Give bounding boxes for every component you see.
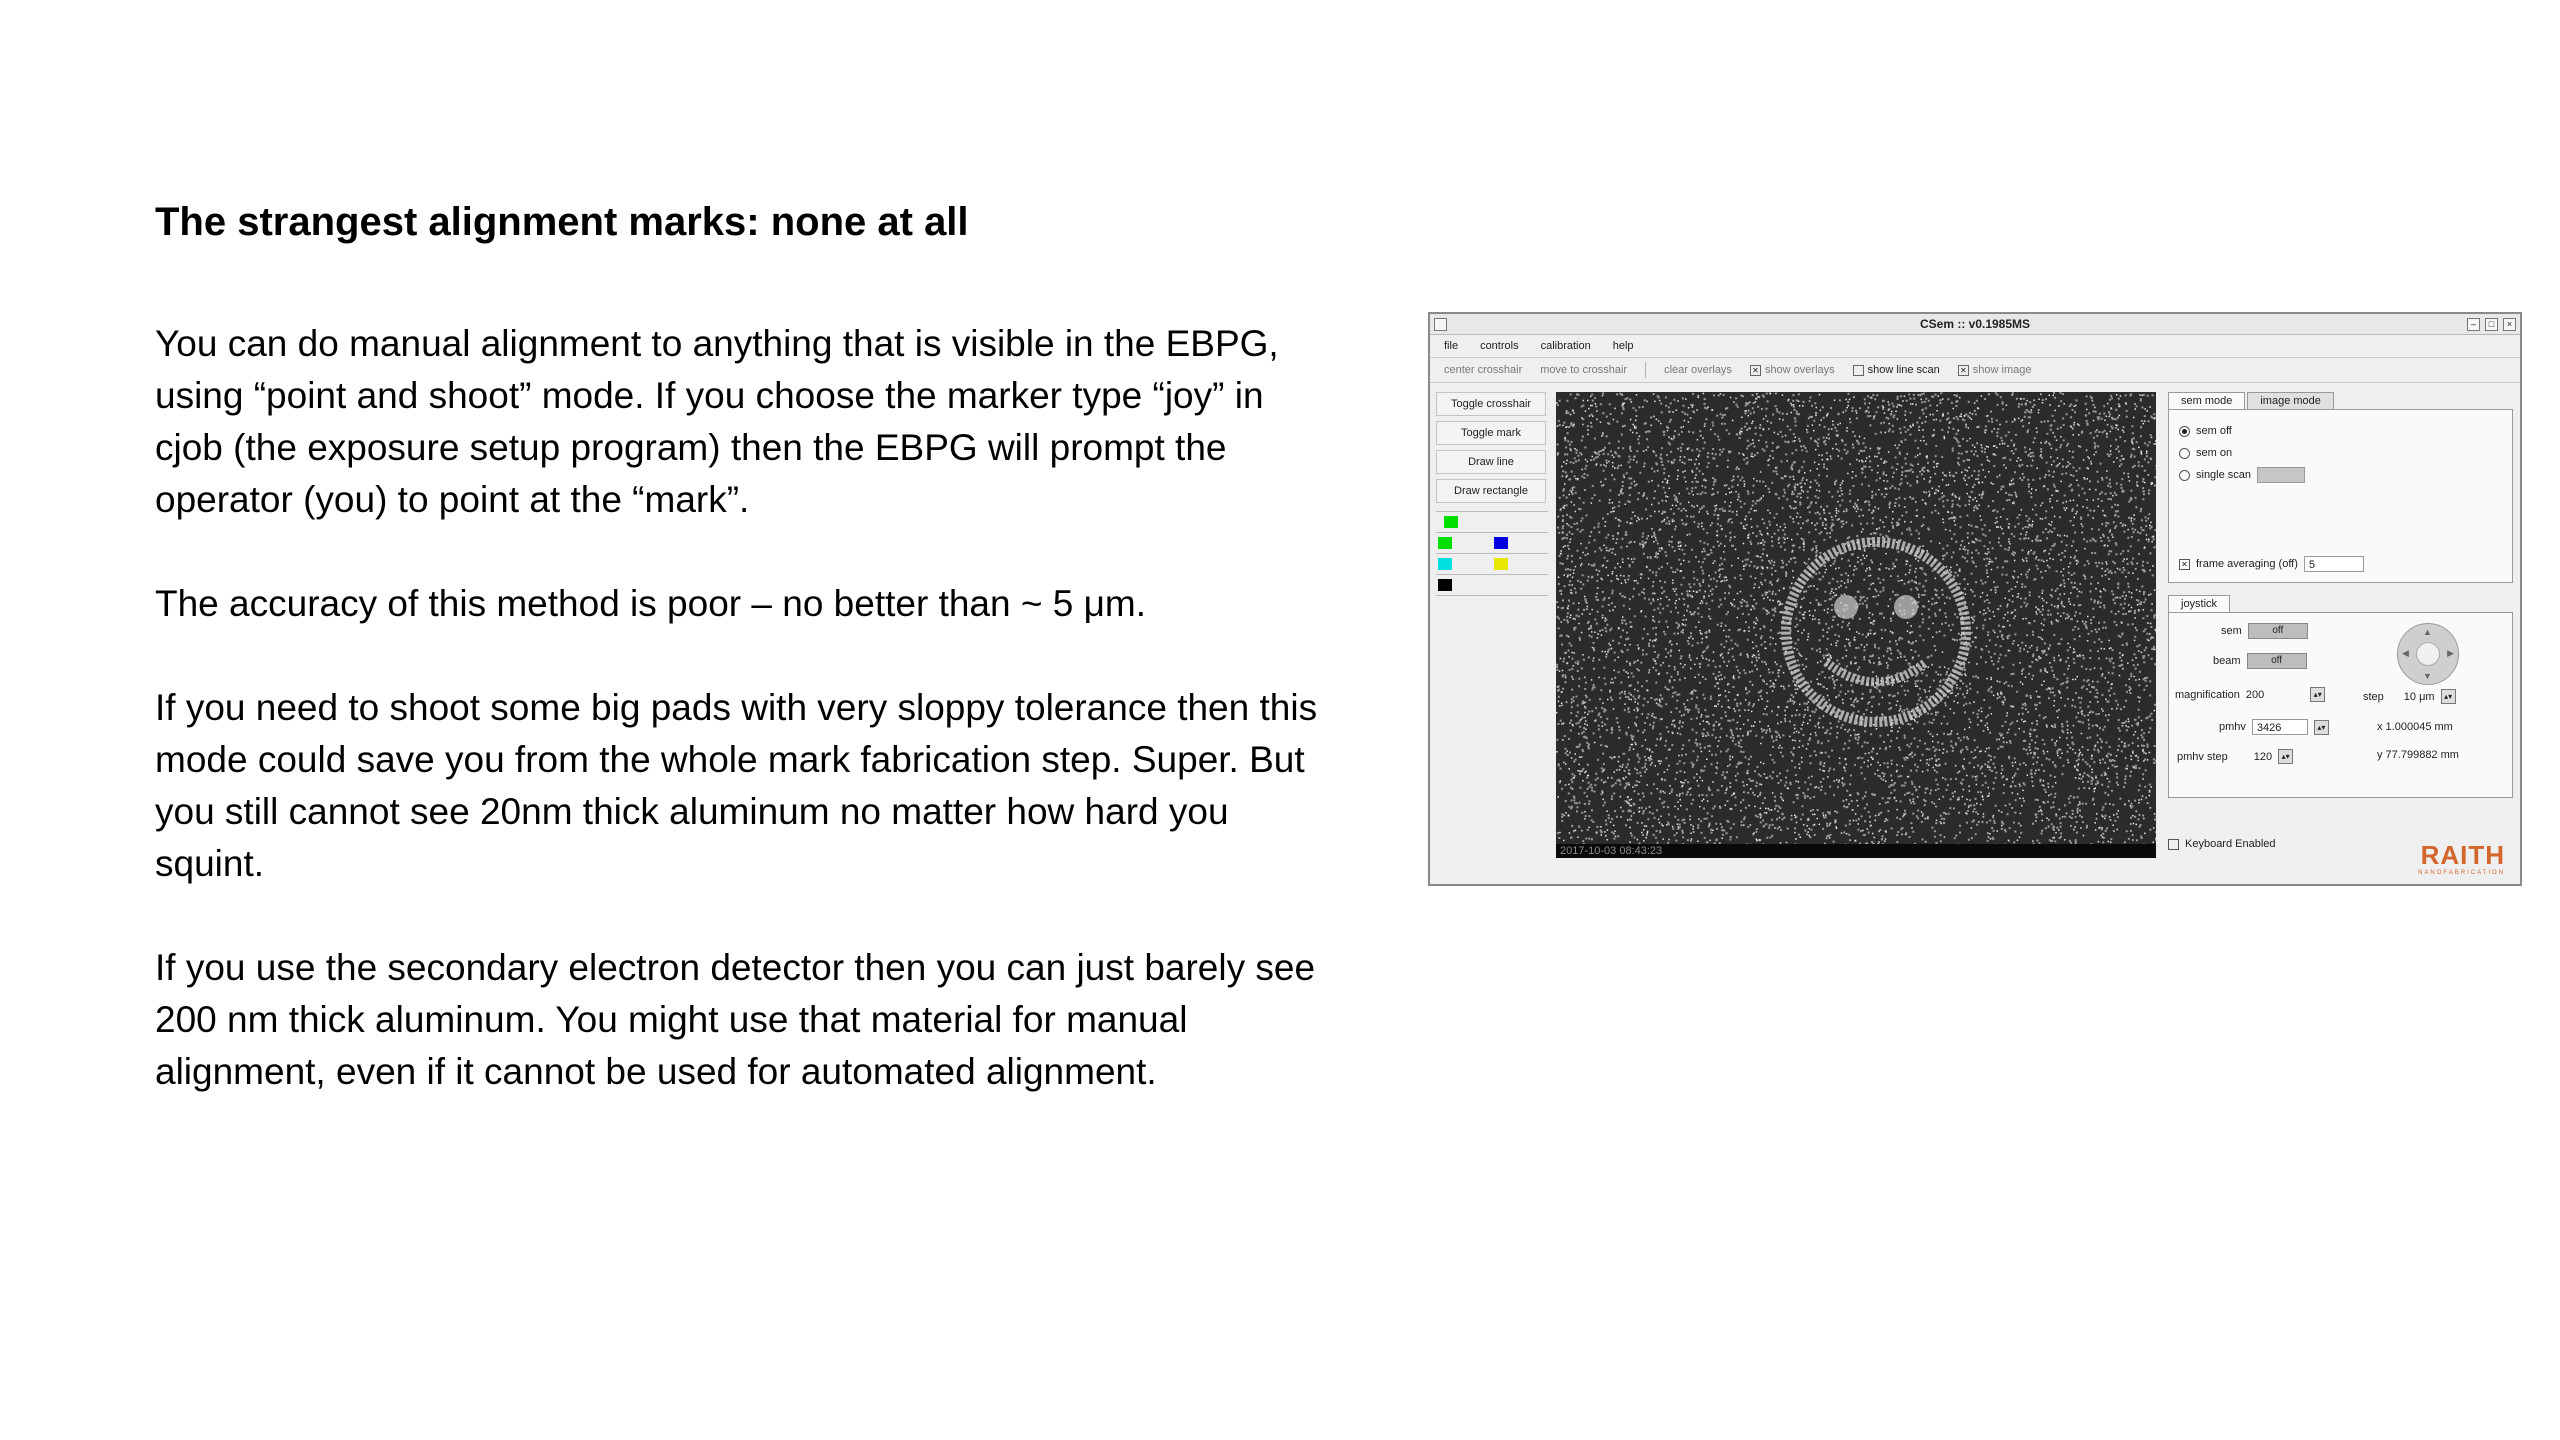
menu-calibration[interactable]: calibration	[1540, 340, 1591, 352]
pmhv-step-value[interactable]: 120	[2253, 750, 2273, 763]
radio-sem-on-label: sem on	[2196, 447, 2233, 459]
clear-overlays-button[interactable]: clear overlays	[1664, 364, 1732, 376]
pmhv-label: pmhv	[2219, 721, 2246, 733]
step-spinner-icon[interactable]: ▴▾	[2441, 689, 2456, 704]
y-readout: y 77.799882 mm	[2377, 749, 2459, 761]
smiley-right-eye	[1894, 595, 1918, 619]
arrow-up-icon: ▲	[2423, 627, 2432, 637]
menubar	[1430, 335, 2520, 358]
radio-sem-off[interactable]	[2179, 420, 2502, 442]
checkbox-checked-icon: ✕	[1958, 365, 1969, 376]
magnification-spinner-icon[interactable]: ▴▾	[2310, 687, 2325, 702]
x-readout: x 1.000045 mm	[2377, 721, 2453, 733]
pmhv-row	[2219, 719, 2329, 735]
close-icon[interactable]: ×	[2503, 318, 2516, 331]
swatch-blue[interactable]	[1494, 537, 1508, 549]
magnification-value[interactable]: 200	[2245, 688, 2265, 701]
image-timestamp: 2017-10-03 08:43:23	[1556, 844, 2156, 858]
show-image-label: show image	[1972, 364, 2032, 376]
y-readout-row	[2377, 749, 2459, 761]
show-overlays-label: show overlays	[1764, 364, 1835, 376]
show-line-scan-label: show line scan	[1867, 364, 1940, 376]
swatch-green[interactable]	[1444, 516, 1458, 528]
swatch-green[interactable]	[1438, 537, 1452, 549]
swatch-black[interactable]	[1438, 579, 1452, 591]
toggle-mark-button[interactable]: Toggle mark	[1436, 421, 1546, 445]
window-title: CSem :: v0.1985MS	[1919, 317, 2031, 331]
move-to-crosshair-button[interactable]: move to crosshair	[1540, 364, 1628, 376]
arrow-down-icon: ▼	[2423, 671, 2432, 681]
sem-toggle-button[interactable]: off	[2248, 623, 2308, 639]
joystick-tabs	[2168, 595, 2513, 612]
radio-icon	[2179, 470, 2190, 481]
menu-controls[interactable]: controls	[1480, 340, 1519, 352]
csem-window-screenshot	[1428, 312, 2522, 886]
beam-toggle-button[interactable]: off	[2247, 653, 2307, 669]
slide-title: The strangest alignment marks: none at all	[155, 200, 969, 244]
pmhv-input[interactable]: 3426	[2252, 719, 2308, 735]
sem-row	[2221, 623, 2308, 639]
checkbox-unchecked-icon	[2168, 839, 2179, 850]
maximize-icon[interactable]: □	[2485, 318, 2498, 331]
mode-tabs	[2168, 392, 2513, 409]
paragraph-accuracy: The accuracy of this method is poor – no better than ~ 5 μm.	[155, 583, 1147, 624]
joystick-center[interactable]	[2416, 642, 2440, 666]
radio-single-scan-label: single scan	[2196, 469, 2252, 481]
radio-selected-icon	[2179, 426, 2190, 437]
control-panel	[2168, 392, 2513, 878]
smiley-left-eye	[1834, 595, 1858, 619]
magnification-row	[2175, 687, 2325, 702]
joystick-pane	[2168, 612, 2513, 798]
step-label: step	[2363, 690, 2384, 703]
minimize-icon[interactable]: –	[2467, 318, 2480, 331]
raith-logo: RAITH	[2420, 840, 2505, 870]
slide-body	[155, 318, 1335, 1150]
radio-single-scan[interactable]	[2179, 464, 2502, 486]
tab-sem-mode[interactable]: sem mode	[2168, 392, 2245, 409]
checkbox-checked-icon: ✕	[1750, 365, 1761, 376]
pmhv-step-row	[2177, 749, 2293, 764]
overlay-tools-panel	[1436, 392, 1548, 596]
pmhv-step-label: pmhv step	[2177, 750, 2228, 763]
keyboard-enabled-toggle[interactable]	[2168, 838, 2276, 850]
tab-joystick[interactable]: joystick	[2168, 595, 2230, 612]
toolbar-separator	[1645, 362, 1646, 378]
smiley-mouth	[1826, 662, 1926, 682]
menu-file[interactable]: file	[1444, 340, 1459, 352]
frame-averaging-row	[2179, 556, 2364, 572]
keyboard-enabled-label: Keyboard Enabled	[2185, 838, 2276, 850]
swatch-yellow[interactable]	[1494, 558, 1508, 570]
radio-sem-off-label: sem off	[2196, 425, 2232, 437]
tab-image-mode[interactable]: image mode	[2247, 392, 2334, 409]
step-row	[2363, 689, 2456, 704]
swatch-cyan[interactable]	[1438, 558, 1452, 570]
single-scan-button[interactable]	[2257, 467, 2305, 483]
draw-line-button[interactable]: Draw line	[1436, 450, 1546, 474]
toggle-crosshair-button[interactable]: Toggle crosshair	[1436, 392, 1546, 416]
sem-label: sem	[2221, 625, 2242, 637]
center-crosshair-button[interactable]: center crosshair	[1444, 364, 1523, 376]
beam-row	[2213, 653, 2307, 669]
sem-mode-pane	[2168, 409, 2513, 583]
pmhv-step-spinner-icon[interactable]: ▴▾	[2278, 749, 2293, 764]
frame-averaging-checkbox[interactable]: ✕	[2179, 559, 2190, 570]
show-line-scan-toggle[interactable]	[1853, 364, 1940, 376]
joystick-dial[interactable]	[2397, 623, 2459, 685]
arrow-right-icon: ▶	[2447, 648, 2454, 658]
raith-logo-subtitle: NANOFABRICATION	[2418, 870, 2505, 876]
draw-rectangle-button[interactable]: Draw rectangle	[1436, 479, 1546, 503]
checkbox-unchecked-icon	[1853, 365, 1864, 376]
sem-noise-highlight	[1556, 392, 2156, 844]
arrow-left-icon: ◀	[2402, 648, 2409, 658]
color-swatches	[1436, 511, 1548, 596]
sem-noise-image	[1556, 392, 2156, 844]
frame-averaging-input[interactable]: 5	[2304, 556, 2364, 572]
x-readout-row	[2377, 721, 2453, 733]
show-overlays-toggle[interactable]	[1750, 364, 1835, 376]
step-value[interactable]: 10 μm	[2403, 690, 2435, 703]
pmhv-spinner-icon[interactable]: ▴▾	[2314, 720, 2329, 735]
radio-sem-on[interactable]	[2179, 442, 2502, 464]
paragraph-point-and-shoot: You can do manual alignment to anything that is visible in the EBPG, using “point and shoot” mode. If you choose the marker type “joy” in cjob (the exposure setup program) then the EBPG will prompt the operator (you) to point at the “mark”.	[155, 323, 1279, 520]
frame-averaging-label: frame averaging (off)	[2196, 558, 2298, 570]
paragraph-big-pads: If you need to shoot some big pads with very sloppy tolerance then this mode could save you from the whole mark fabrication step. Super. But you still cannot see 20nm thick aluminum no matter how hard you squint.	[155, 687, 1318, 884]
magnification-label: magnification	[2175, 688, 2240, 701]
toolbar	[1430, 358, 2520, 383]
show-image-toggle[interactable]	[1958, 364, 2032, 376]
menu-help[interactable]: help	[1612, 340, 1634, 352]
sem-image-view[interactable]	[1556, 392, 2156, 844]
radio-icon	[2179, 448, 2190, 459]
beam-label: beam	[2213, 655, 2241, 667]
window-titlebar	[1430, 314, 2520, 335]
paragraph-secondary-detector: If you use the secondary electron detector then you can just barely see 200 nm thick aluminum. You might use that material for manual alignment, even if it cannot be used for automated alignment.	[155, 947, 1316, 1092]
